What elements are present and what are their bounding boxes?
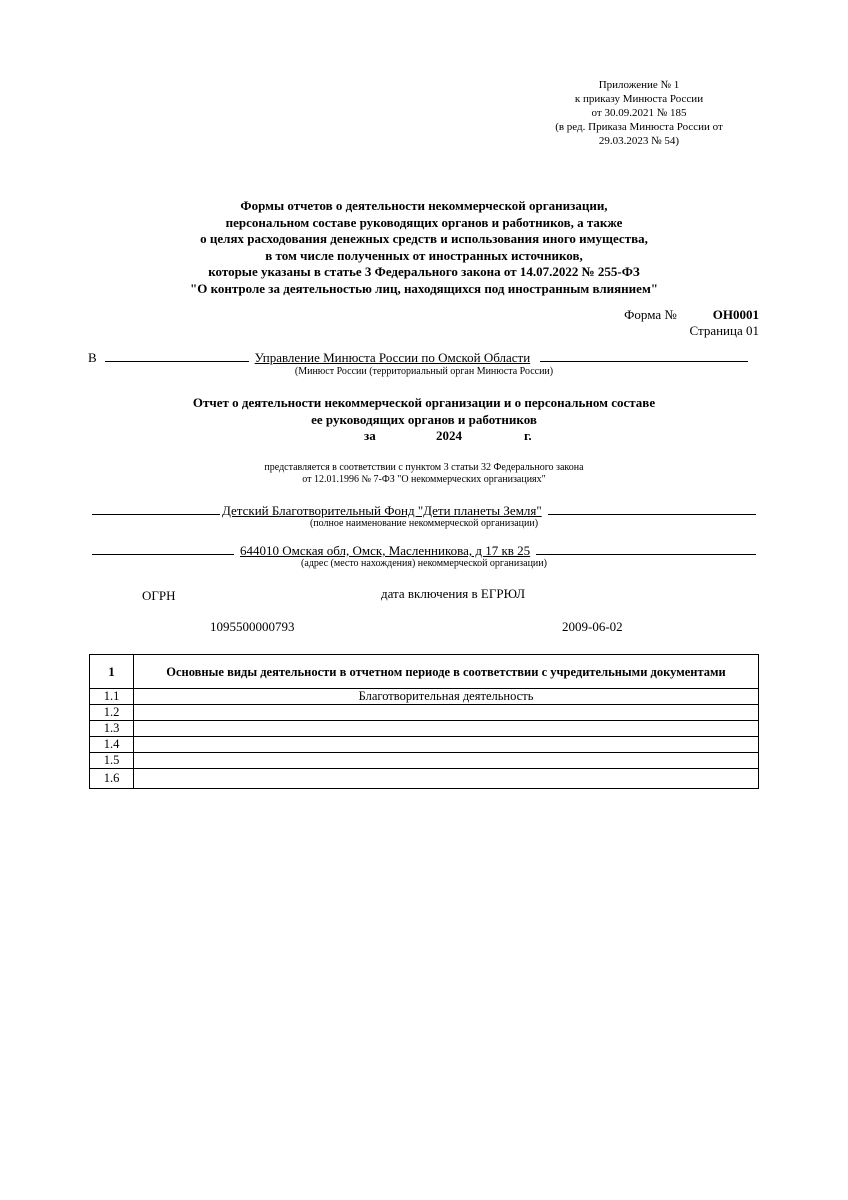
row-number: 1.5 [90,753,134,769]
organization-address-line [88,542,760,559]
report-title-line: Отчет о деятельности некоммерческой организации и о персональном составе [192,395,656,410]
underline [92,502,220,515]
row-number: 1.3 [90,721,134,737]
title-line: Формы отчетов о деятельности некоммерческой организации, [240,198,608,213]
organization-address-caption: (адрес (место нахождения) некоммерческой организации) [301,558,547,569]
table-header: Основные виды деятельности в отчетном периоде в соответствии с учредительными документами [134,655,759,689]
organization-name-line [88,502,760,519]
title-line: персональном составе руководящих органов и работников, а также [225,214,623,230]
basis-line: от 12.01.1996 № 7-ФЗ "О некоммерческих организациях" [302,474,546,485]
recipient-line [88,349,760,366]
row-number: 1.2 [90,705,134,721]
appendix-line: от 30.09.2021 № 185 [591,107,687,119]
appendix-line: Приложение № 1 [598,79,680,91]
recipient-prefix: В [88,350,97,365]
document-title [100,198,748,297]
underline [540,349,748,362]
row-text: Благотворительная деятельность [134,689,759,705]
underline [536,542,756,555]
row-number: 1.1 [90,689,134,705]
period-year: 2024 [436,428,462,443]
underline [92,542,234,555]
page-number: Страница 01 [689,323,759,338]
organization-address: 644010 Омская обл, Омск, Масленникова, д 17 кв 25 [240,543,531,558]
ogrn-label: ОГРН [142,588,176,603]
table-row [90,753,759,769]
appendix-line: 29.03.2023 № 54) [598,135,680,147]
egrul-date-value: 2009-06-02 [562,619,623,634]
report-title [100,395,748,428]
row-text [134,769,759,789]
ogrn-value: 1095500000793 [210,619,295,634]
table-row [90,769,759,789]
egrul-date-label: дата включения в ЕГРЮЛ [381,586,526,601]
table-row [90,737,759,753]
appendix-line: (в ред. Приказа Минюста России от [555,121,723,133]
title-line: в том числе полученных от иностранных источников, [265,247,583,263]
row-text [134,753,759,769]
row-text [134,705,759,721]
table-row [90,705,759,721]
table-header-row [90,655,759,689]
recipient-caption: (Минюст России (территориальный орган Минюста России) [294,366,554,377]
title-line: которые указаны в статье 3 Федерального закона от 14.07.2022 № 255-ФЗ [208,264,640,279]
organization-name: Детский Благотворительный Фонд "Дети планеты Земля" [222,503,542,518]
basis-line: представляется в соответствии с пунктом 3 статьи 32 Федерального закона [264,462,584,473]
section-number: 1 [90,655,134,689]
report-title-line: ее руководящих органов и работников [311,411,537,427]
organization-name-caption: (полное наименование некоммерческой организации) [309,518,539,529]
title-line: "О контроле за деятельностью лиц, находящихся под иностранным влиянием" [189,280,659,296]
period-label: за [364,428,376,443]
row-number: 1.4 [90,737,134,753]
period-suffix: г. [524,428,532,443]
row-text [134,737,759,753]
recipient-value: Управление Минюста России по Омской Области [254,350,531,365]
row-number: 1.6 [90,769,134,789]
form-code: ОН0001 [712,307,759,322]
appendix-block [520,78,758,148]
appendix-line: к приказу Минюста России [574,93,704,105]
form-number [624,307,759,323]
table-row [90,721,759,737]
legal-basis [100,462,748,486]
underline [548,502,756,515]
activities-table [89,654,759,789]
title-line: о целях расходования денежных средств и использования иного имущества, [200,231,648,246]
row-text [134,721,759,737]
form-label: Форма № [624,307,677,322]
underline [105,349,249,362]
table-row [90,689,759,705]
